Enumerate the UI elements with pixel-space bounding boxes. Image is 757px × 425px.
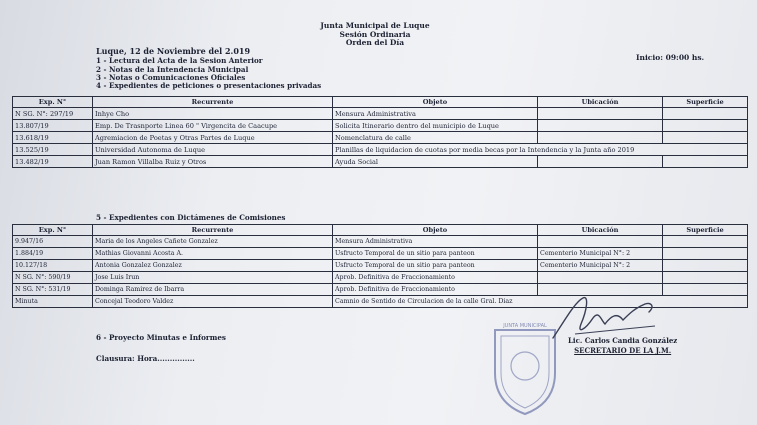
- cell-objeto: Nomenclatura de calle: [333, 132, 538, 144]
- table-row: [13, 248, 748, 260]
- agenda-item-1: 1 - Lectura del Acta de la Sesion Anterior: [96, 56, 263, 65]
- cell-exp: N SG. N°: 297/19: [13, 108, 93, 120]
- cell-objeto: Aprob. Definitiva de Fraccionamiento: [333, 284, 538, 296]
- table-header-row: [13, 225, 748, 236]
- cell-recurrente: Universidad Autonoma de Luque: [93, 144, 333, 156]
- section-5-heading: 5 - Expedientes con Dictámenes de Comisiones: [96, 213, 286, 222]
- cell-superficie: [663, 260, 748, 272]
- cell-recurrente: Antonia Gonzalez Gonzalez: [93, 260, 333, 272]
- cell-objeto: Mensura Administrativa: [333, 236, 538, 248]
- table-row: [13, 132, 748, 144]
- cell-recurrente: Juan Ramon Villalba Ruiz y Otros: [93, 156, 333, 168]
- col-ubicacion: Ubicación: [538, 225, 663, 236]
- cell-superficie: [663, 272, 748, 284]
- cell-ubicacion: Cementerio Municipal N°: 2: [538, 260, 663, 272]
- cell-exp: N SG. N°: 590/19: [13, 272, 93, 284]
- cell-recurrente: Mathias Giovanni Acosta A.: [93, 248, 333, 260]
- cell-exp: 9.947/16: [13, 236, 93, 248]
- start-time: Inicio: 09:00 hs.: [636, 53, 705, 62]
- col-superficie: Superficie: [663, 97, 748, 108]
- table-row: [13, 120, 748, 132]
- table-row: [13, 272, 748, 284]
- cell-superficie: [663, 120, 748, 132]
- cell-superficie: [663, 156, 748, 168]
- cell-ubicacion: [538, 108, 663, 120]
- cell-ubicacion: [538, 120, 663, 132]
- cell-recurrente: Concejal Teodoro Valdez: [93, 296, 333, 308]
- col-ubicacion: Ubicación: [538, 97, 663, 108]
- cell-exp: 13.618/19: [13, 132, 93, 144]
- cell-objeto: Planillas de liquidacion de cuotas por media becas por la Intendencia y la Junta año 2019: [333, 144, 748, 156]
- cell-exp: 13.482/19: [13, 156, 93, 168]
- cell-ubicacion: [538, 236, 663, 248]
- cell-superficie: [663, 248, 748, 260]
- table-row: [13, 236, 748, 248]
- cell-exp: Minuta: [13, 296, 93, 308]
- col-exp: Exp. N°: [13, 97, 93, 108]
- agenda-item-3: 3 - Notas o Comunicaciones Oficiales: [96, 73, 246, 82]
- private-requests-table: [12, 96, 748, 168]
- cell-recurrente: Jose Luis Irun: [93, 272, 333, 284]
- cell-superficie: [663, 108, 748, 120]
- cell-superficie: [663, 284, 748, 296]
- cell-superficie: [663, 132, 748, 144]
- cell-recurrente: Inhye Cho: [93, 108, 333, 120]
- cell-exp: 1.884/19: [13, 248, 93, 260]
- col-recurrente: Recurrente: [93, 97, 333, 108]
- cell-ubicacion: [538, 156, 663, 168]
- cell-objeto: Ayuda Social: [333, 156, 538, 168]
- cell-recurrente: Emp. De Trasnporte Linea 60 " Virgencita de Caacupe: [93, 120, 333, 132]
- signer-name: Lic. Carlos Candia González: [568, 336, 678, 345]
- cell-ubicacion: [538, 272, 663, 284]
- cell-objeto: Mensura Administrativa: [333, 108, 538, 120]
- session-date: Luque, 12 de Noviembre del 2.019: [96, 46, 251, 56]
- table-row: [13, 144, 748, 156]
- cell-objeto: Solicita Itinerario dentro del municipio de Luque: [333, 120, 538, 132]
- cell-ubicacion: [538, 132, 663, 144]
- seal-text: JUNTA MUNICIPAL: [503, 323, 547, 329]
- table-row: [13, 260, 748, 272]
- col-exp: Exp. N°: [13, 225, 93, 236]
- cell-exp: 13.525/19: [13, 144, 93, 156]
- cell-exp: 10.127/18: [13, 260, 93, 272]
- table-row: [13, 108, 748, 120]
- cell-exp: 13.807/19: [13, 120, 93, 132]
- agenda-item-2: 2 - Notas de la Intendencia Municipal: [96, 65, 249, 74]
- agenda-item-4: 4 - Expedientes de peticiones o presentaciones privadas: [96, 81, 322, 90]
- closure-time: Clausura: Hora...............: [96, 354, 195, 363]
- table-row: [13, 156, 748, 168]
- cell-objeto: Usfructo Temporal de un sitio para panteon: [333, 260, 538, 272]
- order-of-day: Orden del Día: [345, 38, 405, 47]
- cell-recurrente: Maria de los Angeles Cañete Gonzalez: [93, 236, 333, 248]
- session-type: Sesión Ordinaria: [339, 30, 411, 39]
- document-title: Junta Municipal de Luque: [320, 21, 430, 30]
- cell-exp: N SG. N°: 531/19: [13, 284, 93, 296]
- cell-recurrente: Dominga Ramirez de Ibarra: [93, 284, 333, 296]
- col-objeto: Objeto: [333, 225, 538, 236]
- signature-block: [568, 336, 677, 356]
- cell-objeto: Aprob. Definitiva de Fraccionamiento: [333, 272, 538, 284]
- cell-objeto: Usfructo Temporal de un sitio para panteon: [333, 248, 538, 260]
- section-6-heading: 6 - Proyecto Minutas e Informes: [96, 333, 226, 342]
- signer-role: SECRETARIO DE LA J.M.: [574, 346, 672, 355]
- cell-objeto: Camnio de Sentido de Circulacion de la calle Gral. Diaz: [333, 296, 748, 308]
- col-recurrente: Recurrente: [93, 225, 333, 236]
- cell-recurrente: Agremiacion de Poetas y Otras Partes de Luque: [93, 132, 333, 144]
- cell-superficie: [663, 236, 748, 248]
- col-objeto: Objeto: [333, 97, 538, 108]
- cell-ubicacion: Cementerio Municipal N°: 2: [538, 248, 663, 260]
- table-header-row: [13, 97, 748, 108]
- col-superficie: Superficie: [663, 225, 748, 236]
